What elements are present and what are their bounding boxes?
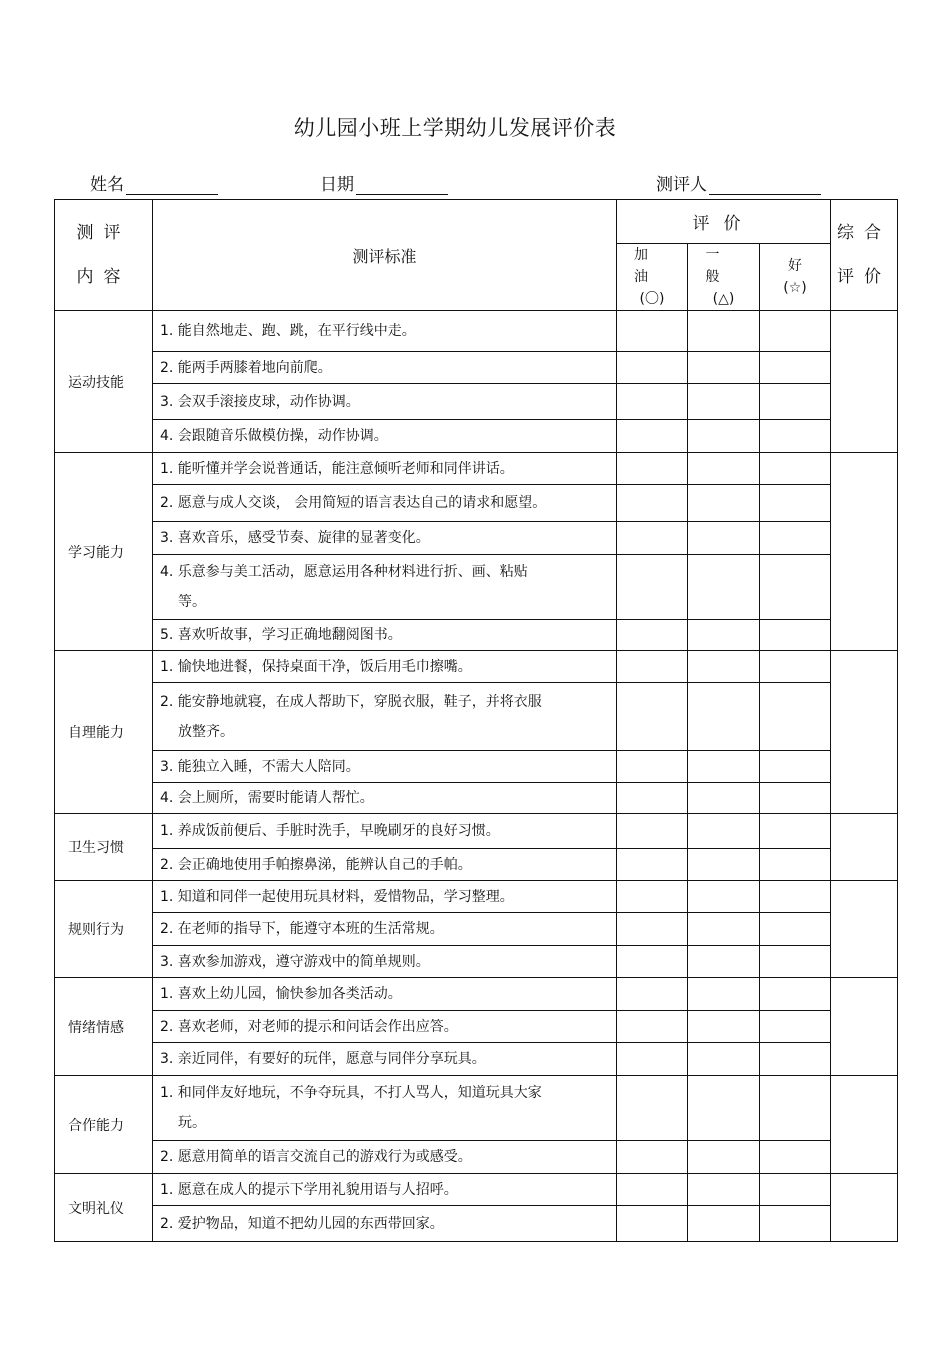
table-row	[55, 946, 898, 978]
criterion-cell	[153, 849, 617, 881]
rating-good-cell[interactable]	[760, 485, 831, 522]
rating-good-cell[interactable]	[760, 751, 831, 783]
rating-encourage-cell[interactable]	[617, 352, 688, 384]
page-title: 幼儿园小班上学期幼儿发展评价表	[293, 116, 617, 140]
table-row	[55, 751, 898, 783]
criterion-cell	[153, 1206, 617, 1242]
rating-good-cell[interactable]	[760, 1174, 831, 1206]
rating-encourage-cell[interactable]	[617, 881, 688, 913]
criterion-text: 玩。	[178, 1115, 206, 1131]
rating-encourage-cell[interactable]	[617, 1011, 688, 1043]
rating-good-cell[interactable]	[760, 849, 831, 881]
table-row	[55, 1206, 898, 1242]
criterion-cell	[153, 311, 617, 352]
rating-encourage-cell[interactable]	[617, 783, 688, 814]
rating-average-cell[interactable]	[688, 485, 760, 522]
criterion-cell	[153, 783, 617, 814]
table-row	[55, 311, 898, 352]
category-cell: 规则行为	[55, 881, 153, 978]
rating-average-cell[interactable]	[688, 620, 760, 651]
evaluation-table	[54, 199, 898, 1242]
criterion-text: 1. 愉快地进餐，保持桌面干净，饭后用毛巾擦嘴。	[160, 658, 472, 675]
criterion-cell	[153, 1076, 617, 1141]
rating-average-cell[interactable]	[688, 978, 760, 1011]
rating-average-cell[interactable]	[688, 384, 760, 420]
rating-encourage-cell[interactable]	[617, 1206, 688, 1242]
criterion-cell	[153, 453, 617, 485]
name-label: 姓名	[90, 175, 124, 195]
rating-good-cell[interactable]	[760, 881, 831, 913]
criterion-cell	[153, 352, 617, 384]
criterion-text: 等。	[178, 594, 206, 610]
rating-good-cell[interactable]	[760, 453, 831, 485]
rater-label: 测评人	[656, 175, 707, 195]
date-blank-line[interactable]	[356, 176, 448, 195]
criterion-text: 1. 能听懂并学会说普通话，能注意倾听老师和同伴讲话。	[160, 460, 514, 477]
header-content-line1: 测评	[76, 223, 131, 243]
rating-good-cell[interactable]	[760, 978, 831, 1011]
criterion-text: 4. 会上厕所，需要时能请人帮忙。	[160, 790, 374, 806]
rating-good-cell[interactable]	[760, 352, 831, 384]
overall-evaluation-cell[interactable]	[831, 881, 898, 978]
table-row	[55, 620, 898, 651]
rating-good-cell[interactable]	[760, 814, 831, 849]
rating-average-cell[interactable]	[688, 420, 760, 453]
criterion-cell	[153, 384, 617, 420]
rating-encourage-cell[interactable]	[617, 311, 688, 352]
header-overall-cell	[831, 200, 898, 311]
table-row	[55, 881, 898, 913]
criterion-cell	[153, 881, 617, 913]
rating-average-cell[interactable]	[688, 651, 760, 683]
rating-encourage-cell[interactable]	[617, 620, 688, 651]
criterion-text: 2. 在老师的指导下，能遵守本班的生活常规。	[160, 921, 444, 937]
criterion-text: 1. 知道和同伴一起使用玩具材料，爱惜物品，学习整理。	[160, 888, 514, 905]
rating-encourage-cell[interactable]	[617, 522, 688, 555]
rating-average-cell[interactable]	[688, 849, 760, 881]
table-row	[55, 453, 898, 485]
table-row	[55, 814, 898, 849]
rating-good-cell[interactable]	[760, 311, 831, 352]
rating-good-cell[interactable]	[760, 420, 831, 453]
rating-good-cell[interactable]	[760, 620, 831, 651]
category-cell: 合作能力	[55, 1076, 153, 1174]
rating-good-cell[interactable]	[760, 1206, 831, 1242]
criterion-text: 2. 愿意与成人交谈， 会用简短的语言表达自己的请求和愿望。	[160, 495, 547, 511]
table-row	[55, 1141, 898, 1174]
criterion-text: 3. 喜欢参加游戏，遵守游戏中的简单规则。	[160, 953, 430, 970]
rating-good-cell[interactable]	[760, 946, 831, 978]
criterion-cell	[153, 946, 617, 978]
criterion-cell	[153, 978, 617, 1011]
table-row	[55, 1011, 898, 1043]
table-row	[55, 485, 898, 522]
criterion-cell	[153, 751, 617, 783]
criterion-text: 2. 能两手两膝着地向前爬。	[160, 359, 332, 376]
overall-evaluation-cell[interactable]	[831, 1076, 898, 1174]
criterion-text: 放整齐。	[178, 723, 234, 740]
criterion-text: 2. 爱护物品，知道不把幼儿园的东西带回家。	[160, 1215, 444, 1232]
criterion-text: 3. 喜欢音乐，感受节奏、旋律的显著变化。	[160, 530, 430, 546]
name-field	[90, 170, 218, 195]
criterion-text: 4. 会跟随音乐做模仿操，动作协调。	[160, 428, 388, 444]
rating-encourage-cell[interactable]	[617, 751, 688, 783]
category-cell: 文明礼仪	[55, 1174, 153, 1242]
header-overall-line1: 综合	[837, 223, 891, 243]
overall-evaluation-cell[interactable]	[831, 651, 898, 814]
header-col-good-symbol: (☆)	[783, 280, 807, 296]
rating-average-cell[interactable]	[688, 453, 760, 485]
criterion-text: 2. 愿意用简单的语言交流自己的游戏行为或感受。	[160, 1149, 472, 1165]
criteria-body	[55, 311, 898, 1242]
category-cell: 运动技能	[55, 311, 153, 453]
criterion-cell	[153, 1043, 617, 1076]
rating-average-cell[interactable]	[688, 1206, 760, 1242]
rating-encourage-cell[interactable]	[617, 978, 688, 1011]
table-row	[55, 384, 898, 420]
rating-good-cell[interactable]	[760, 555, 831, 620]
rater-field	[656, 170, 821, 195]
table-row	[55, 913, 898, 946]
rating-good-cell[interactable]	[760, 913, 831, 946]
criterion-text: 3. 能独立入睡，不需大人陪同。	[160, 758, 360, 775]
criterion-text: 2. 会正确地使用手帕擦鼻涕，能辨认自己的手帕。	[160, 856, 472, 873]
header-col-average-label: 一般	[705, 247, 742, 285]
header-col-average	[688, 244, 760, 311]
rating-average-cell[interactable]	[688, 946, 760, 978]
category-cell: 自理能力	[55, 651, 153, 814]
header-col-encourage-symbol: (〇)	[639, 291, 665, 307]
criterion-cell	[153, 651, 617, 683]
header-col-average-symbol: (△)	[712, 291, 735, 307]
rating-encourage-cell[interactable]	[617, 814, 688, 849]
rating-average-cell[interactable]	[688, 1174, 760, 1206]
criterion-cell	[153, 620, 617, 651]
header-col-encourage	[617, 244, 688, 311]
rating-average-cell[interactable]	[688, 1076, 760, 1141]
rating-good-cell[interactable]	[760, 384, 831, 420]
overall-evaluation-cell[interactable]	[831, 814, 898, 881]
criterion-text: 3. 亲近同伴，有要好的玩伴，愿意与同伴分享玩具。	[160, 1051, 486, 1067]
rating-good-cell[interactable]	[760, 651, 831, 683]
header-standard: 测评标准	[153, 200, 617, 311]
rating-average-cell[interactable]	[688, 352, 760, 384]
rating-encourage-cell[interactable]	[617, 555, 688, 620]
header-evaluation: 评价	[617, 200, 831, 244]
criterion-cell	[153, 485, 617, 522]
rating-encourage-cell[interactable]	[617, 683, 688, 751]
criterion-text: 1. 养成饭前便后、手脏时洗手，早晚刷牙的良好习惯。	[160, 823, 500, 839]
overall-evaluation-cell[interactable]	[831, 453, 898, 651]
table-row	[55, 783, 898, 814]
rating-good-cell[interactable]	[760, 1043, 831, 1076]
table-row	[55, 555, 898, 620]
rating-average-cell[interactable]	[688, 1011, 760, 1043]
header-overall-line2: 评价	[837, 267, 891, 287]
rating-encourage-cell[interactable]	[617, 651, 688, 683]
rating-average-cell[interactable]	[688, 783, 760, 814]
rating-average-cell[interactable]	[688, 311, 760, 352]
criterion-cell	[153, 555, 617, 620]
table-row	[55, 651, 898, 683]
criterion-text: 5. 喜欢听故事，学习正确地翻阅图书。	[160, 627, 402, 643]
criterion-cell	[153, 1174, 617, 1206]
table-row	[55, 683, 898, 751]
rating-good-cell[interactable]	[760, 783, 831, 814]
date-field	[320, 170, 448, 195]
rating-encourage-cell[interactable]	[617, 384, 688, 420]
overall-evaluation-cell[interactable]	[831, 978, 898, 1076]
name-blank-line[interactable]	[126, 176, 218, 195]
criterion-cell	[153, 814, 617, 849]
criterion-text: 1. 愿意在成人的提示下学用礼貌用语与人招呼。	[160, 1181, 458, 1198]
rating-encourage-cell[interactable]	[617, 420, 688, 453]
criterion-cell	[153, 420, 617, 453]
category-cell: 学习能力	[55, 453, 153, 651]
rating-encourage-cell[interactable]	[617, 453, 688, 485]
table-row	[55, 522, 898, 555]
rating-average-cell[interactable]	[688, 522, 760, 555]
rating-good-cell[interactable]	[760, 1141, 831, 1174]
rating-average-cell[interactable]	[688, 1043, 760, 1076]
criterion-text: 1. 能自然地走、跑、跳，在平行线中走。	[160, 323, 416, 339]
rating-average-cell[interactable]	[688, 555, 760, 620]
rating-average-cell[interactable]	[688, 881, 760, 913]
rating-encourage-cell[interactable]	[617, 1141, 688, 1174]
rating-encourage-cell[interactable]	[617, 1076, 688, 1141]
rating-average-cell[interactable]	[688, 683, 760, 751]
criterion-cell	[153, 1141, 617, 1174]
header-col-good-label: 好	[788, 258, 802, 274]
rating-average-cell[interactable]	[688, 1141, 760, 1174]
header-content-line2: 内容	[76, 267, 131, 287]
rating-good-cell[interactable]	[760, 1076, 831, 1141]
overall-evaluation-cell[interactable]	[831, 311, 898, 453]
header-content-cell	[55, 200, 153, 311]
rating-average-cell[interactable]	[688, 814, 760, 849]
criterion-cell	[153, 683, 617, 751]
rating-good-cell[interactable]	[760, 1011, 831, 1043]
rating-good-cell[interactable]	[760, 683, 831, 751]
criterion-text: 2. 喜欢老师，对老师的提示和问话会作出应答。	[160, 1018, 458, 1035]
overall-evaluation-cell[interactable]	[831, 1174, 898, 1242]
table-row	[55, 1043, 898, 1076]
criterion-text: 4. 乐意参与美工活动，愿意运用各种材料进行折、画、粘贴	[160, 564, 528, 580]
rating-encourage-cell[interactable]	[617, 946, 688, 978]
rating-average-cell[interactable]	[688, 751, 760, 783]
rating-encourage-cell[interactable]	[617, 849, 688, 881]
rater-blank-line[interactable]	[709, 176, 821, 195]
table-row	[55, 978, 898, 1011]
table-row	[55, 849, 898, 881]
header-col-good	[760, 244, 831, 311]
rating-encourage-cell[interactable]	[617, 913, 688, 946]
criterion-text: 3. 会双手滚接皮球，动作协调。	[160, 393, 360, 410]
rating-good-cell[interactable]	[760, 522, 831, 555]
criterion-text: 2. 能安静地就寝，在成人帮助下，穿脱衣服，鞋子，并将衣服	[160, 693, 542, 710]
category-cell: 卫生习惯	[55, 814, 153, 881]
category-cell: 情绪情感	[55, 978, 153, 1076]
table-row	[55, 1076, 898, 1141]
table-row	[55, 420, 898, 453]
criterion-text: 1. 喜欢上幼儿园，愉快参加各类活动。	[160, 986, 402, 1002]
rating-encourage-cell[interactable]	[617, 485, 688, 522]
criterion-cell	[153, 913, 617, 946]
table-row	[55, 1174, 898, 1206]
criterion-cell	[153, 1011, 617, 1043]
table-row	[55, 352, 898, 384]
criterion-text: 1. 和同伴友好地玩，不争夺玩具，不打人骂人，知道玩具大家	[160, 1085, 542, 1101]
rating-average-cell[interactable]	[688, 913, 760, 946]
header-col-encourage-label: 加油	[634, 247, 670, 285]
rating-encourage-cell[interactable]	[617, 1174, 688, 1206]
date-label: 日期	[320, 175, 354, 195]
rating-encourage-cell[interactable]	[617, 1043, 688, 1076]
criterion-cell	[153, 522, 617, 555]
